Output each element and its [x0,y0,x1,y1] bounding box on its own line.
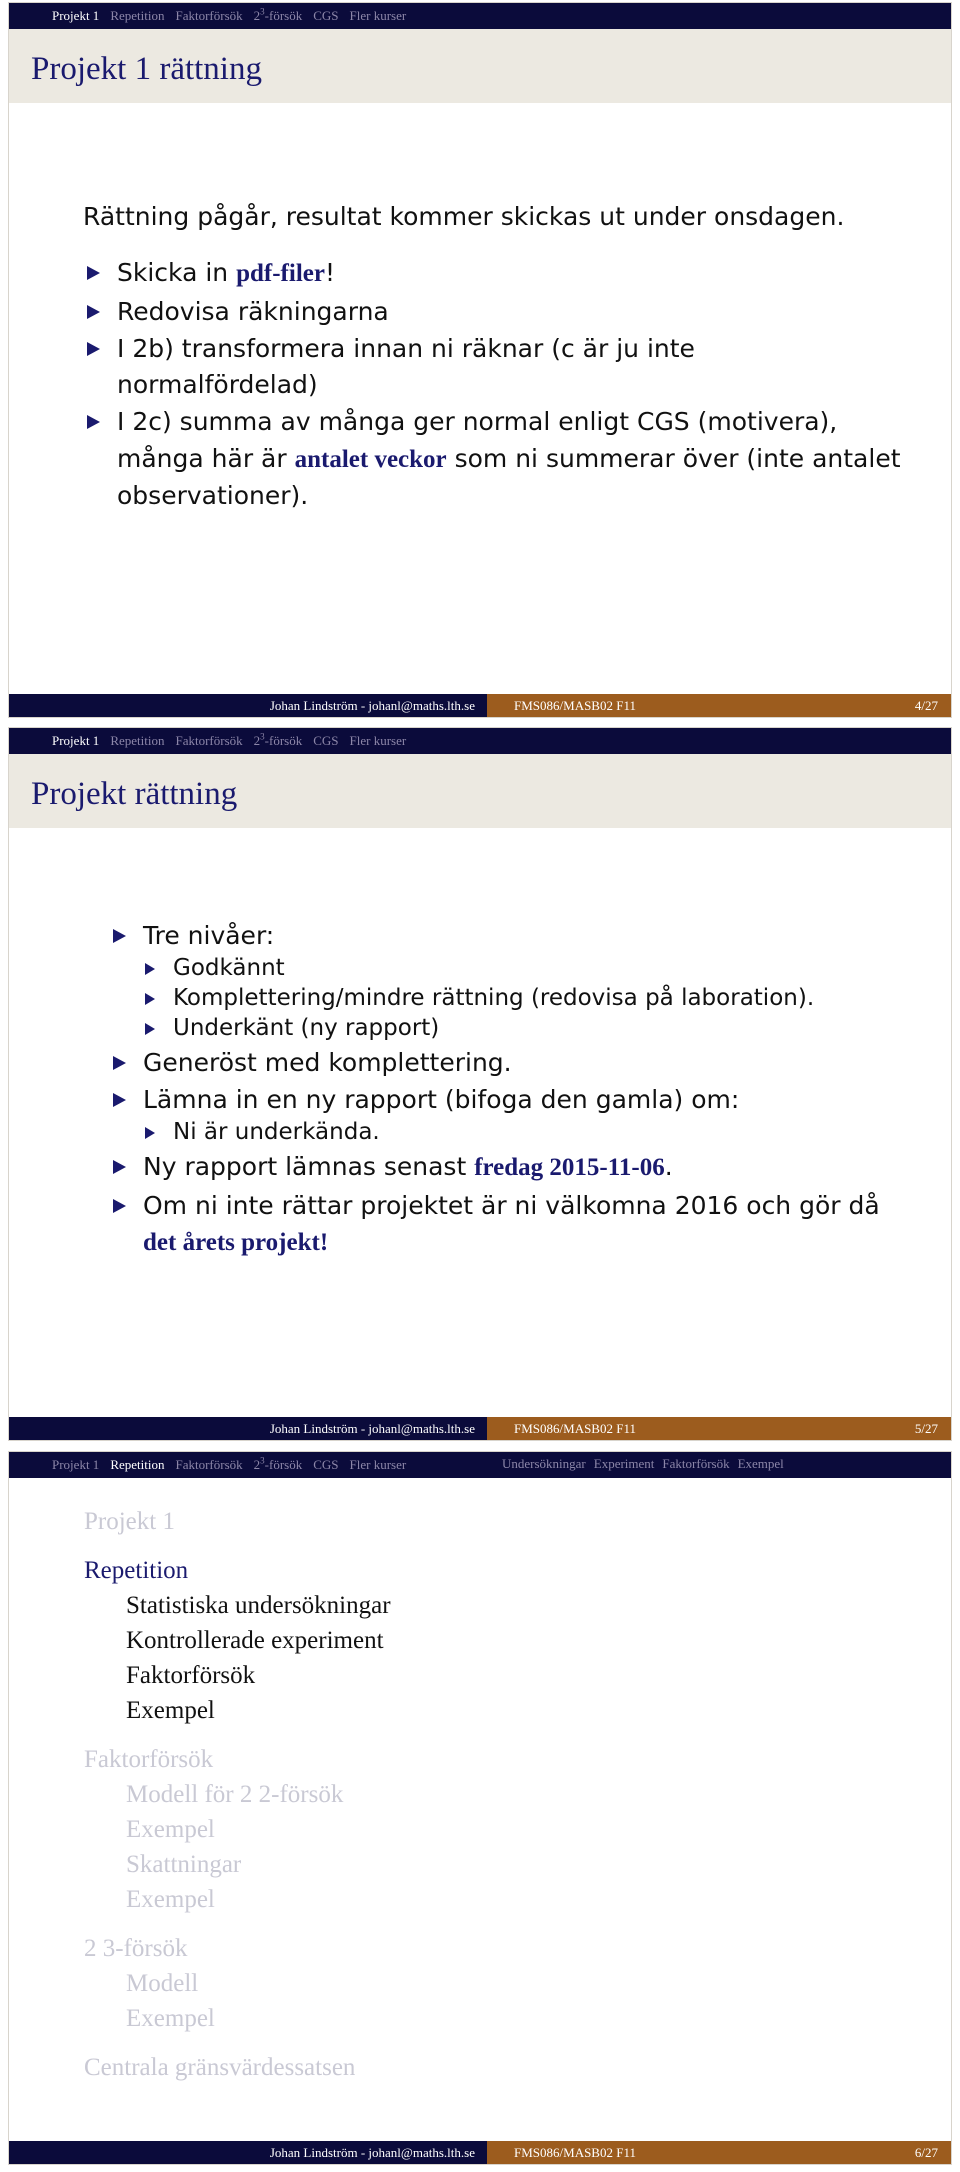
nav-link-repetition[interactable]: Repetition [110,733,165,749]
page-number: 5/27 [914,1421,938,1436]
page-number: 6/27 [914,2145,938,2160]
nav-link-more-courses[interactable]: Fler kurser [349,1457,407,1473]
toc-section[interactable]: 2 3-försök [84,1935,188,1962]
slide-4 [9,3,951,717]
title-bar [9,754,951,828]
nav-link-cgs[interactable]: CGS [313,733,339,749]
slide-content [109,918,899,1262]
section-nav [52,7,417,24]
footer-course: FMS086/MASB02 F11 6/27 [487,2141,951,2164]
subnav-link[interactable]: Undersökningar [502,1456,586,1471]
footer [9,1417,951,1440]
bullet-list [83,255,903,514]
subnav-link[interactable]: Experiment [593,1456,655,1471]
table-of-contents [84,1504,391,2085]
title-bar [9,29,951,103]
nav-link-cgs[interactable]: CGS [313,8,339,24]
section-nav [52,732,417,749]
slide-content [83,199,903,515]
intro-text: Rättning pågår, resultat kommer skickas ut under onsdagen. [83,202,845,231]
bullet-item: Lämna in en ny rapport (bifoga den gamla) om: Ni är underkända. [109,1082,899,1148]
navigation-bar [9,728,951,754]
footer-author: Johan Lindström - johanl@maths.lth.se [9,2141,487,2164]
toc-subsection[interactable]: Skattningar [126,1851,242,1878]
highlight-text: fredag 2015-11-06 [474,1154,665,1182]
toc-subsection[interactable]: Kontrollerade experiment [126,1627,384,1654]
sub-bullet-item: Godkännt [143,954,899,984]
bullet-item: Redovisa räkningarna [83,294,903,330]
sub-bullet-item: Ni är underkända. [143,1118,899,1148]
bullet-item: Ny rapport lämnas senast fredag 2015-11-06. [109,1149,899,1186]
slide-5 [9,728,951,1440]
nav-link-project1[interactable]: Projekt 1 [52,8,100,24]
footer [9,694,951,717]
subsection-nav [502,1456,792,1472]
sub-bullet-list [143,1118,899,1148]
bullet-item: Tre nivåer: Godkännt Komplettering/mindre rättning (redovisa på laboration). Underkänt (ny rapport) [109,918,899,1044]
sub-bullet-item: Underkänt (ny rapport) [143,1014,899,1044]
nav-link-repetition[interactable]: Repetition [110,8,165,24]
bullet-item: Generöst med komplettering. [109,1045,899,1081]
nav-link-factorial[interactable]: Faktorförsök [175,8,243,24]
nav-link-repetition[interactable]: Repetition [110,1457,165,1473]
nav-link-cgs[interactable]: CGS [313,1457,339,1473]
highlight-text: antalet veckor [294,445,447,473]
bullet-list [109,918,899,1261]
toc-subsection[interactable]: Modell för 2 2-försök [126,1781,344,1808]
footer-course: FMS086/MASB02 F11 5/27 [487,1417,951,1440]
frame-title: Projekt rättning [31,776,238,812]
subnav-link[interactable]: Faktorförsök [662,1456,730,1471]
toc-subsection[interactable]: Exempel [126,1697,215,1724]
toc-subsection[interactable]: Modell [126,1970,199,1997]
nav-link-project1[interactable]: Projekt 1 [52,1457,100,1473]
section-nav [52,1456,417,1473]
toc-section[interactable]: Projekt 1 [84,1508,175,1535]
subnav-link[interactable]: Exempel [737,1456,784,1471]
navigation-bar [9,3,951,29]
footer-author: Johan Lindström - johanl@maths.lth.se [9,1417,487,1440]
highlight-text: det årets projekt! [143,1228,329,1256]
frame-title: Projekt 1 rättning [31,51,262,87]
navigation-bar [9,1452,951,1478]
nav-link-2-3[interactable]: $2^3$-försök [253,7,303,24]
toc-subsection[interactable]: Exempel [126,1816,215,1843]
nav-link-factorial[interactable]: Faktorförsök [175,733,243,749]
toc-section[interactable]: Faktorförsök [84,1746,214,1773]
page-number: 4/27 [914,698,938,713]
nav-link-factorial[interactable]: Faktorförsök [175,1457,243,1473]
bullet-item: I 2c) summa av många ger normal enligt CGS (motivera), många här är antalet veckor som ni summerar över (inte antalet observationer). [83,404,903,514]
nav-link-2-3[interactable]: $2^3$-försök [253,1456,303,1473]
highlight-text: pdf-filer [236,260,325,288]
bullet-item: Om ni inte rättar projektet är ni välkomna 2016 och gör då det årets projekt! [109,1188,899,1262]
nav-link-more-courses[interactable]: Fler kurser [349,733,407,749]
footer-course: FMS086/MASB02 F11 4/27 [487,694,951,717]
nav-link-project1[interactable]: Projekt 1 [52,733,100,749]
toc-subsection[interactable]: Faktorförsök [126,1662,256,1689]
footer-author: Johan Lindström - johanl@maths.lth.se [9,694,487,717]
nav-link-2-3[interactable]: $2^3$-försök [253,732,303,749]
bullet-item: I 2b) transformera innan ni räknar (c är ju inte normalfördelad) [83,331,903,404]
toc-subsection[interactable]: Exempel [126,2005,215,2032]
toc-section[interactable]: Centrala gränsvärdessatsen [84,2054,356,2081]
slide-6 [9,1452,951,2164]
toc-subsection[interactable]: Exempel [126,1886,215,1913]
toc-section-current[interactable]: Repetition [84,1557,189,1584]
bullet-item: Skicka in pdf-filer! [83,255,903,292]
sub-bullet-item: Komplettering/mindre rättning (redovisa på laboration). [143,984,899,1014]
footer [9,2141,951,2164]
nav-link-more-courses[interactable]: Fler kurser [349,8,407,24]
sub-bullet-list [143,954,899,1044]
toc-subsection[interactable]: Statistiska undersökningar [126,1592,391,1619]
